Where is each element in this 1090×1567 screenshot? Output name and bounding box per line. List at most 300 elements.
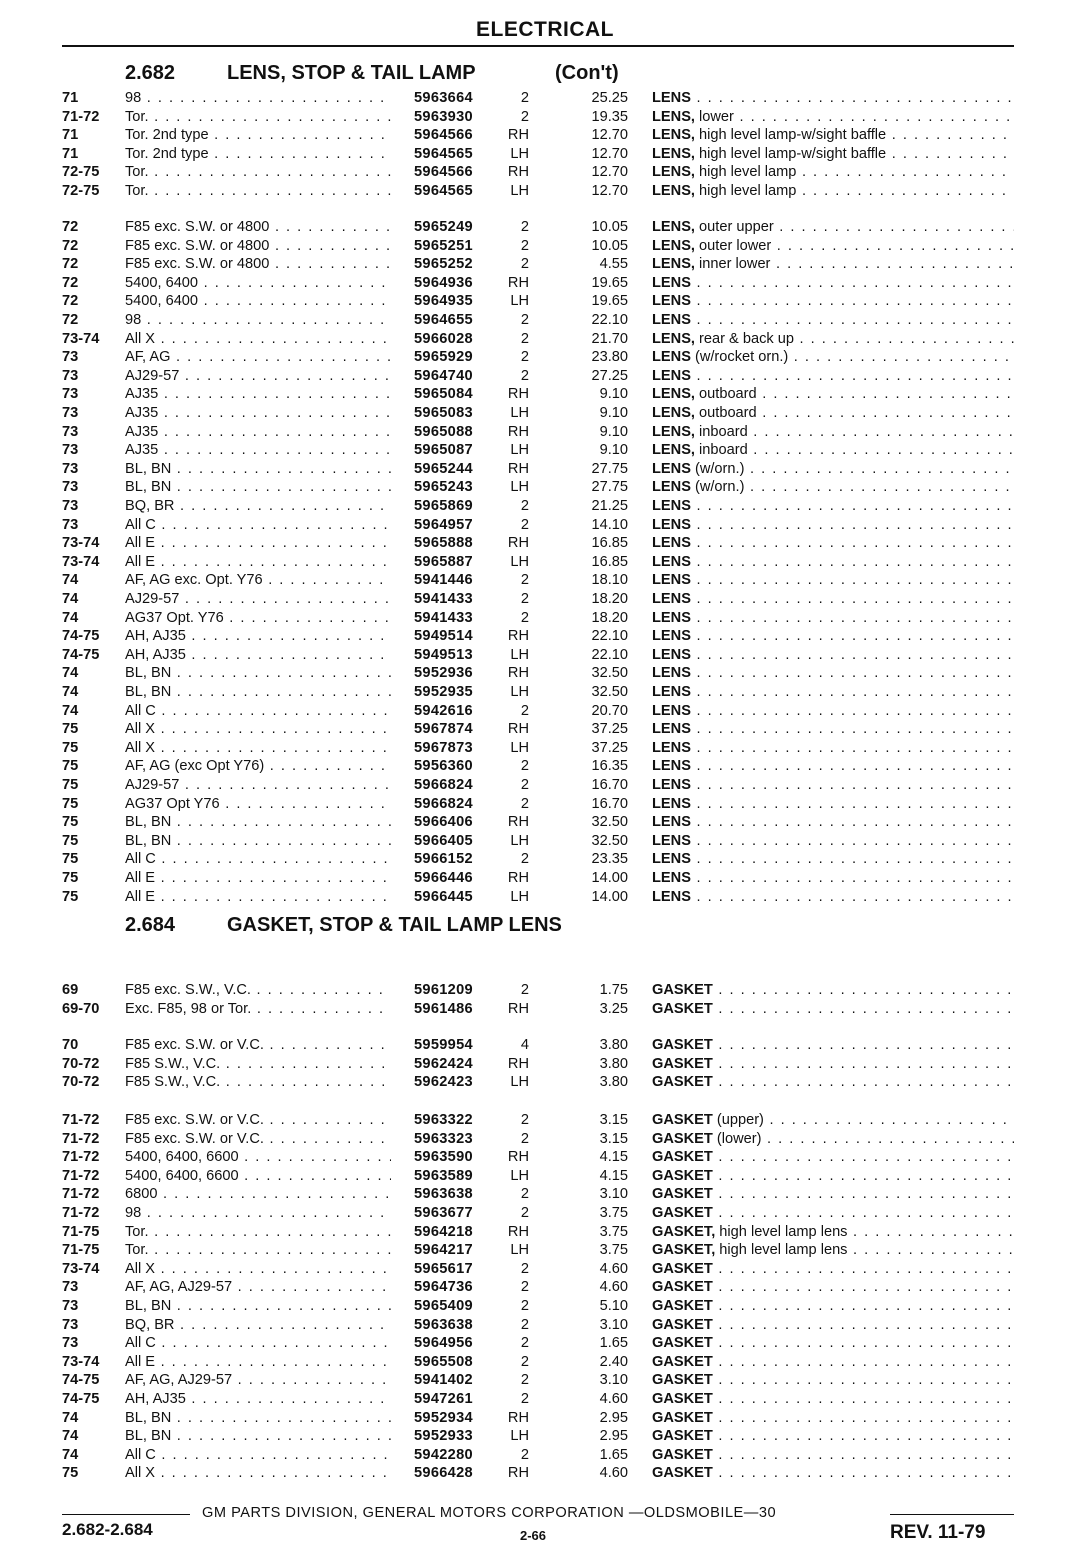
description-cell: [652, 1148, 1014, 1167]
model-cell: F85 exc. S.W. or 4800 . . .: [125, 237, 391, 256]
description-cell: [652, 1334, 1014, 1353]
quantity-cell: 2: [520, 349, 529, 366]
model-cell: 98 . . .: [125, 89, 391, 108]
part-number-cell: 5966824: [414, 795, 473, 812]
description-keyword: LENS,: [652, 164, 695, 181]
table-row: [0, 720, 1090, 739]
price-cell: 19.35: [591, 108, 628, 125]
table-row: [0, 1353, 1090, 1372]
description-cell: [652, 1036, 1014, 1055]
description-cell: [652, 1130, 1014, 1149]
part-number-cell: 5941433: [414, 609, 473, 626]
year-cell: 72: [62, 256, 79, 273]
description-cell: [652, 423, 1014, 442]
table-row: [0, 1130, 1090, 1149]
description-cell: [652, 348, 1014, 367]
description-keyword: LENS,: [652, 108, 695, 125]
description-detail: high level lamp-w/sight baffle: [694, 127, 887, 144]
description-cell: [652, 441, 1014, 460]
description-keyword: GASKET: [652, 1391, 713, 1407]
description-cell: [652, 627, 1014, 646]
table-row: [0, 163, 1090, 182]
model-cell: 5400, 6400, 6600 . . .: [125, 1167, 391, 1186]
price-cell: 9.10: [599, 423, 628, 440]
description-keyword: GASKET: [652, 1149, 713, 1166]
table-row: [0, 1204, 1090, 1223]
table-row: [0, 553, 1090, 572]
part-number-cell: 5964565: [414, 183, 473, 199]
part-number-cell: 5965888: [414, 535, 473, 552]
quantity-cell: LH: [510, 479, 529, 496]
price-cell: 4.55: [599, 256, 628, 273]
quantity-cell: 2: [520, 1316, 529, 1333]
quantity-cell: RH: [507, 1149, 529, 1166]
page-header-title: ELECTRICAL: [476, 18, 614, 41]
year-cell: 74-75: [62, 628, 100, 645]
description-keyword: LENS: [652, 721, 691, 738]
table-row: [0, 757, 1090, 776]
quantity-cell: 2: [520, 219, 529, 235]
model-cell: 5400, 6400 . . .: [125, 292, 391, 311]
price-cell: 4.15: [599, 1167, 628, 1184]
section-title: LENS, STOP & TAIL LAMP: [227, 62, 476, 84]
description-cell: [652, 1000, 1014, 1019]
quantity-cell: 2: [520, 312, 529, 328]
quantity-cell: 2: [520, 572, 529, 589]
model-cell: F85 exc. S.W. or V.C. . . .: [125, 1130, 391, 1149]
quantity-cell: LH: [510, 1428, 529, 1445]
year-cell: 73: [62, 405, 79, 421]
model-cell: Exc. F85, 98 or Tor. . . .: [125, 1000, 391, 1019]
model-cell: All C . . .: [125, 1446, 391, 1465]
year-cell: 72: [62, 219, 79, 235]
price-cell: 3.80: [599, 1055, 628, 1072]
description-keyword: LENS,: [652, 330, 695, 347]
footer-rule-right: [890, 1514, 1014, 1515]
quantity-cell: 2: [520, 1353, 529, 1370]
description-keyword: LENS: [652, 702, 691, 719]
table-row: [0, 126, 1090, 145]
quantity-cell: RH: [507, 665, 529, 682]
quantity-cell: LH: [510, 442, 529, 459]
table-row: [0, 108, 1090, 127]
description-detail: inner lower: [694, 256, 771, 273]
year-cell: 75: [62, 870, 79, 886]
price-cell: 4.60: [599, 1465, 628, 1482]
year-cell: 74: [62, 591, 79, 607]
quantity-cell: 2: [520, 1335, 529, 1352]
price-cell: 32.50: [591, 832, 628, 849]
quantity-cell: LH: [510, 739, 529, 756]
description-keyword: GASKET: [652, 1130, 713, 1147]
part-number-cell: 5965244: [414, 460, 473, 477]
description-keyword: LENS: [652, 367, 691, 384]
description-cell: [652, 795, 1014, 814]
description-cell: [652, 1409, 1014, 1428]
price-cell: 37.25: [591, 721, 628, 738]
year-cell: 69-70: [62, 1000, 100, 1017]
model-cell: Tor. . . .: [125, 163, 391, 182]
quantity-cell: 2: [520, 237, 529, 254]
model-cell: All X . . .: [125, 330, 391, 349]
part-number-cell: 5965508: [414, 1353, 473, 1370]
quantity-cell: 2: [520, 367, 529, 384]
part-number-cell: 5965869: [414, 498, 473, 514]
price-cell: 3.15: [599, 1130, 628, 1147]
quantity-cell: RH: [507, 1055, 529, 1072]
price-cell: 3.15: [599, 1112, 628, 1128]
price-cell: 2.95: [599, 1428, 628, 1445]
table-row: [0, 888, 1090, 907]
description-cell: [652, 182, 1014, 201]
part-number-cell: 5963638: [414, 1316, 473, 1333]
model-cell: BL, BN . . .: [125, 813, 391, 832]
description-cell: [652, 1278, 1014, 1297]
price-cell: 3.80: [599, 1037, 628, 1053]
description-keyword: LENS: [652, 293, 691, 310]
model-cell: AJ35 . . .: [125, 404, 391, 423]
year-cell: 75: [62, 721, 79, 738]
model-cell: AJ29-57 . . .: [125, 367, 391, 386]
quantity-cell: RH: [507, 1223, 529, 1240]
part-number-cell: 5964218: [414, 1223, 473, 1240]
price-cell: 12.70: [591, 164, 628, 181]
part-number-cell: 5966446: [414, 870, 473, 886]
description-keyword: LENS,: [652, 442, 695, 459]
description-cell: [652, 497, 1014, 516]
table-row: [0, 571, 1090, 590]
description-detail: high level lamp lens: [715, 1242, 848, 1259]
table-row: [0, 1241, 1090, 1260]
description-cell: [652, 1464, 1014, 1483]
part-number-cell: 5961209: [414, 982, 473, 998]
year-cell: 71-72: [62, 1112, 100, 1128]
table-row: [0, 739, 1090, 758]
model-cell: F85 exc. S.W. or 4800 . . .: [125, 255, 391, 274]
description-keyword: LENS,: [652, 127, 695, 144]
part-number-cell: 5956360: [414, 758, 473, 775]
description-cell: [652, 739, 1014, 758]
year-cell: 71-72: [62, 1149, 100, 1166]
footer-revision: REV. 11-79: [890, 1522, 986, 1543]
year-cell: 75: [62, 758, 79, 775]
part-number-cell: 5965929: [414, 349, 473, 366]
quantity-cell: 2: [520, 1279, 529, 1296]
part-number-cell: 5965084: [414, 386, 473, 403]
year-cell: 74: [62, 609, 79, 626]
quantity-cell: LH: [510, 553, 529, 570]
quantity-cell: 2: [520, 1130, 529, 1147]
part-number-cell: 5965887: [414, 553, 473, 570]
table-row: [0, 1111, 1090, 1130]
part-number-cell: 5964566: [414, 164, 473, 181]
part-number-cell: 5964956: [414, 1335, 473, 1352]
model-cell: AF, AG (exc Opt Y76) . . .: [125, 757, 391, 776]
part-number-cell: 5961486: [414, 1000, 473, 1017]
model-cell: 5400, 6400, 6600 . . .: [125, 1148, 391, 1167]
price-cell: 3.10: [599, 1316, 628, 1333]
price-cell: 21.25: [591, 498, 628, 514]
description-keyword: LENS: [652, 739, 691, 756]
description-keyword: LENS,: [652, 405, 695, 421]
description-detail: inboard: [694, 423, 748, 440]
part-number-cell: 5963589: [414, 1167, 473, 1184]
quantity-cell: 2: [520, 982, 529, 998]
part-number-cell: 5964655: [414, 312, 473, 328]
year-cell: 72-75: [62, 183, 100, 199]
description-detail: (lower): [712, 1130, 762, 1147]
description-keyword: GASKET: [652, 1167, 713, 1184]
description-keyword: LENS: [652, 777, 691, 793]
description-detail: high level lamp lens: [715, 1223, 848, 1240]
model-cell: 98 . . .: [125, 311, 391, 330]
year-cell: 74: [62, 702, 79, 719]
price-cell: 4.60: [599, 1279, 628, 1296]
quantity-cell: 2: [520, 1112, 529, 1128]
price-cell: 4.60: [599, 1260, 628, 1277]
year-cell: 75: [62, 1465, 79, 1482]
table-row: [0, 1260, 1090, 1279]
price-cell: 14.10: [591, 516, 628, 533]
table-row: [0, 497, 1090, 516]
price-cell: 16.85: [591, 535, 628, 552]
year-cell: 73: [62, 516, 79, 533]
model-cell: All E . . .: [125, 534, 391, 553]
year-cell: 74: [62, 1409, 79, 1426]
part-number-cell: 5965617: [414, 1260, 473, 1277]
quantity-cell: 2: [520, 330, 529, 347]
part-number-cell: 5964565: [414, 145, 473, 162]
quantity-cell: RH: [507, 535, 529, 552]
description-cell: [652, 869, 1014, 888]
quantity-cell: LH: [510, 293, 529, 310]
description-detail: high level lamp: [694, 183, 797, 199]
model-cell: AJ35 . . .: [125, 441, 391, 460]
description-keyword: GASKET: [652, 982, 713, 998]
quantity-cell: 2: [520, 1205, 529, 1221]
year-cell: 75: [62, 851, 79, 868]
part-number-cell: 5941402: [414, 1372, 473, 1389]
description-cell: [652, 478, 1014, 497]
price-cell: 19.65: [591, 274, 628, 291]
price-cell: 10.05: [591, 237, 628, 254]
description-cell: [652, 367, 1014, 386]
table-row: [0, 145, 1090, 164]
quantity-cell: LH: [510, 1167, 529, 1184]
part-number-cell: 5947261: [414, 1391, 473, 1407]
model-cell: All E . . .: [125, 553, 391, 572]
model-cell: AF, AG . . .: [125, 348, 391, 367]
description-keyword: LENS,: [652, 256, 695, 273]
price-cell: 23.80: [591, 349, 628, 366]
part-number-cell: 5966445: [414, 888, 473, 905]
price-cell: 4.60: [599, 1391, 628, 1407]
part-number-cell: 5965252: [414, 256, 473, 273]
description-cell: [652, 832, 1014, 851]
model-cell: AG37 Opt Y76 . . .: [125, 795, 391, 814]
model-cell: AF, AG exc. Opt. Y76 . . .: [125, 571, 391, 590]
quantity-cell: LH: [510, 1242, 529, 1259]
description-cell: [652, 126, 1014, 145]
table-row: [0, 255, 1090, 274]
year-cell: 71-72: [62, 1130, 100, 1147]
part-number-cell: 5941446: [414, 572, 473, 589]
part-number-cell: 5964217: [414, 1242, 473, 1259]
quantity-cell: RH: [507, 1465, 529, 1482]
table-row: [0, 1185, 1090, 1204]
part-number-cell: 5963677: [414, 1205, 473, 1221]
table-row: [0, 311, 1090, 330]
table-row: [0, 590, 1090, 609]
quantity-cell: 2: [520, 498, 529, 514]
year-cell: 73: [62, 1279, 79, 1296]
model-cell: All E . . .: [125, 888, 391, 907]
table-row: [0, 1000, 1090, 1019]
year-cell: 73-74: [62, 535, 100, 552]
price-cell: 2.40: [599, 1353, 628, 1370]
table-row: [0, 1073, 1090, 1092]
description-keyword: GASKET: [652, 1298, 713, 1314]
year-cell: 73: [62, 460, 79, 477]
quantity-cell: 2: [520, 1446, 529, 1463]
quantity-cell: LH: [510, 888, 529, 905]
year-cell: 75: [62, 739, 79, 756]
quantity-cell: RH: [507, 274, 529, 291]
price-cell: 22.10: [591, 312, 628, 328]
quantity-cell: 2: [520, 795, 529, 812]
description-cell: [652, 1073, 1014, 1092]
quantity-cell: 2: [520, 516, 529, 533]
year-cell: 71-72: [62, 108, 100, 125]
description-cell: [652, 981, 1014, 1000]
description-keyword: LENS: [652, 535, 691, 552]
description-keyword: LENS: [652, 312, 691, 328]
price-cell: 12.70: [591, 183, 628, 199]
description-cell: [652, 218, 1014, 237]
part-number-cell: 5964936: [414, 274, 473, 291]
footer-rule-left: [62, 1514, 190, 1515]
model-cell: Tor. 2nd type . . .: [125, 145, 391, 164]
description-keyword: LENS: [652, 479, 691, 496]
description-keyword: GASKET: [652, 1186, 713, 1203]
table-row: [0, 1427, 1090, 1446]
price-cell: 1.65: [599, 1335, 628, 1352]
model-cell: All E . . .: [125, 1353, 391, 1372]
year-cell: 69: [62, 982, 79, 998]
model-cell: BL, BN . . .: [125, 1297, 391, 1316]
table-row: [0, 516, 1090, 535]
price-cell: 32.50: [591, 814, 628, 831]
table-row: [0, 1390, 1090, 1409]
description-keyword: LENS: [652, 572, 691, 589]
description-keyword: GASKET: [652, 1428, 713, 1445]
table-row: [0, 423, 1090, 442]
model-cell: Tor. . . .: [125, 108, 391, 127]
table-row: [0, 702, 1090, 721]
year-cell: 71: [62, 127, 79, 144]
price-cell: 20.70: [591, 702, 628, 719]
year-cell: 73: [62, 1335, 79, 1352]
quantity-cell: RH: [507, 1409, 529, 1426]
description-cell: [652, 1111, 1014, 1130]
description-keyword: LENS: [652, 591, 691, 607]
table-row: [0, 1464, 1090, 1483]
quantity-cell: RH: [507, 721, 529, 738]
description-cell: [652, 1185, 1014, 1204]
quantity-cell: 2: [520, 1260, 529, 1277]
description-keyword: LENS,: [652, 237, 695, 254]
price-cell: 32.50: [591, 684, 628, 700]
price-cell: 14.00: [591, 870, 628, 886]
table-row: [0, 237, 1090, 256]
description-detail: (w/rocket orn.): [690, 349, 789, 366]
description-cell: [652, 274, 1014, 293]
table-row: [0, 441, 1090, 460]
quantity-cell: RH: [507, 814, 529, 831]
model-cell: All X . . .: [125, 720, 391, 739]
price-cell: 1.65: [599, 1446, 628, 1463]
table-row: [0, 1223, 1090, 1242]
price-cell: 3.75: [599, 1223, 628, 1240]
description-cell: [652, 1055, 1014, 1074]
section-heading: [125, 62, 725, 88]
quantity-cell: 2: [520, 702, 529, 719]
description-keyword: GASKET: [652, 1279, 713, 1296]
model-cell: F85 S.W., V.C. . . .: [125, 1073, 391, 1092]
model-cell: BL, BN . . .: [125, 460, 391, 479]
description-keyword: GASKET: [652, 1446, 713, 1463]
model-cell: AF, AG, AJ29-57 . . .: [125, 1278, 391, 1297]
description-keyword: LENS: [652, 609, 691, 626]
description-cell: [652, 1316, 1014, 1335]
year-cell: 73: [62, 479, 79, 496]
year-cell: 71-72: [62, 1205, 100, 1221]
quantity-cell: LH: [510, 145, 529, 162]
quantity-cell: RH: [507, 460, 529, 477]
footer-publisher: GM PARTS DIVISION, GENERAL MOTORS CORPORATION —OLDSMOBILE—30: [202, 1505, 777, 1521]
description-keyword: LENS,: [652, 219, 695, 235]
price-cell: 16.70: [591, 795, 628, 812]
year-cell: 72: [62, 312, 79, 328]
year-cell: 71: [62, 90, 79, 106]
quantity-cell: LH: [510, 832, 529, 849]
part-number-cell: 5949514: [414, 628, 473, 645]
model-cell: Tor. . . .: [125, 1241, 391, 1260]
price-cell: 23.35: [591, 851, 628, 868]
model-cell: AJ35 . . .: [125, 385, 391, 404]
quantity-cell: LH: [510, 183, 529, 199]
year-cell: 73: [62, 1298, 79, 1314]
table-row: [0, 1167, 1090, 1186]
year-cell: 74: [62, 1446, 79, 1463]
table-row: [0, 1297, 1090, 1316]
year-cell: 72: [62, 274, 79, 291]
model-cell: BL, BN . . .: [125, 1427, 391, 1446]
description-detail: (w/orn.): [690, 460, 745, 477]
description-cell: [652, 813, 1014, 832]
part-number-cell: 5952934: [414, 1409, 473, 1426]
part-number-cell: 5962423: [414, 1074, 473, 1091]
description-cell: [652, 702, 1014, 721]
table-row: [0, 813, 1090, 832]
price-cell: 3.75: [599, 1205, 628, 1221]
description-cell: [652, 1167, 1014, 1186]
table-row: [0, 1409, 1090, 1428]
year-cell: 70-72: [62, 1055, 100, 1072]
model-cell: All E . . .: [125, 869, 391, 888]
price-cell: 16.85: [591, 553, 628, 570]
table-row: [0, 1446, 1090, 1465]
